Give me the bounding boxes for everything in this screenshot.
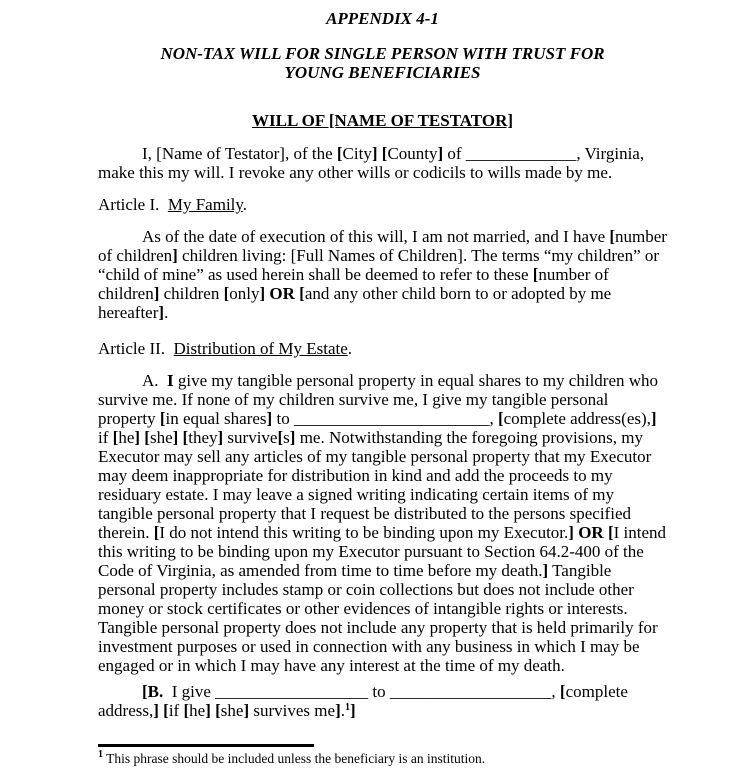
paragraph-section-a: A. I give my tangible personal property in equal shares to my children who survive me. If none of my children survive me, I give my tangible personal property [in equal shares] to _______________________, [complete address(es),] if [he] [she] [they] survive[s] me. Notwithstanding the foregoing provisions, my Executor may sell any articles of my tangible personal property that my Executor may deem inappropriate for distribution in kind and add the proceeds to my residuary estate. I may leave a signed writing indicating certain items of my tangible personal property that I request be distributed to the persons specified therein. [I do not intend this writing to be binding upon my Executor.] OR [I intend this writing to be binding upon my Executor pursuant to Section 64.2-400 of the Code of Virginia, as amended from time to time before my death.] Tangible personal property includes stamp or coin collections but does not include other money or stock certificates or other evidences of intangible rights or interests. Tangible personal property does not include any property that is held primarily for investment purposes or used in connection with any business in which I may be engaged or in which I may have any interest at the time of my death. bbox=[98, 371, 667, 675]
paragraph-my-family: As of the date of execution of this will, I am not married, and I have [number of children] children living: [Full Names of Children]. The terms “my children” or “child of mine” as used herein shall be deemed to refer to these [number of children] children [only] OR [and any other child born to or adopted by me hereafter]. bbox=[98, 227, 667, 322]
paragraph-intro: I, [Name of Testator], of the [City] [County] of _____________, Virginia, make this my will. I revoke any other wills or codicils to wills made by me. bbox=[98, 144, 645, 182]
footnote-separator-rule bbox=[98, 744, 314, 747]
document-title-line-1: NON-TAX WILL FOR SINGLE PERSON WITH TRUST FOR bbox=[160, 44, 605, 63]
document-title-line-2: YOUNG BENEFICIARIES bbox=[284, 63, 481, 82]
will-heading bbox=[98, 111, 667, 130]
footnote-block bbox=[98, 744, 665, 766]
appendix-title: APPENDIX 4-1 bbox=[326, 9, 439, 28]
article-2-heading: Article II. Distribution of My Estate. bbox=[98, 339, 353, 358]
paragraph-section-b: [B. I give __________________ to ___________________, [complete address,] [if [he] [she] survives me].$^1$] bbox=[98, 682, 628, 720]
footnote-text: $^1$ This phrase should be included unless the beneficiary is an institution. bbox=[98, 749, 486, 766]
will-heading-text: WILL OF [NAME OF TESTATOR] bbox=[251, 111, 514, 130]
article-1-heading: Article I. My Family. bbox=[98, 195, 248, 214]
document-title bbox=[98, 44, 667, 82]
